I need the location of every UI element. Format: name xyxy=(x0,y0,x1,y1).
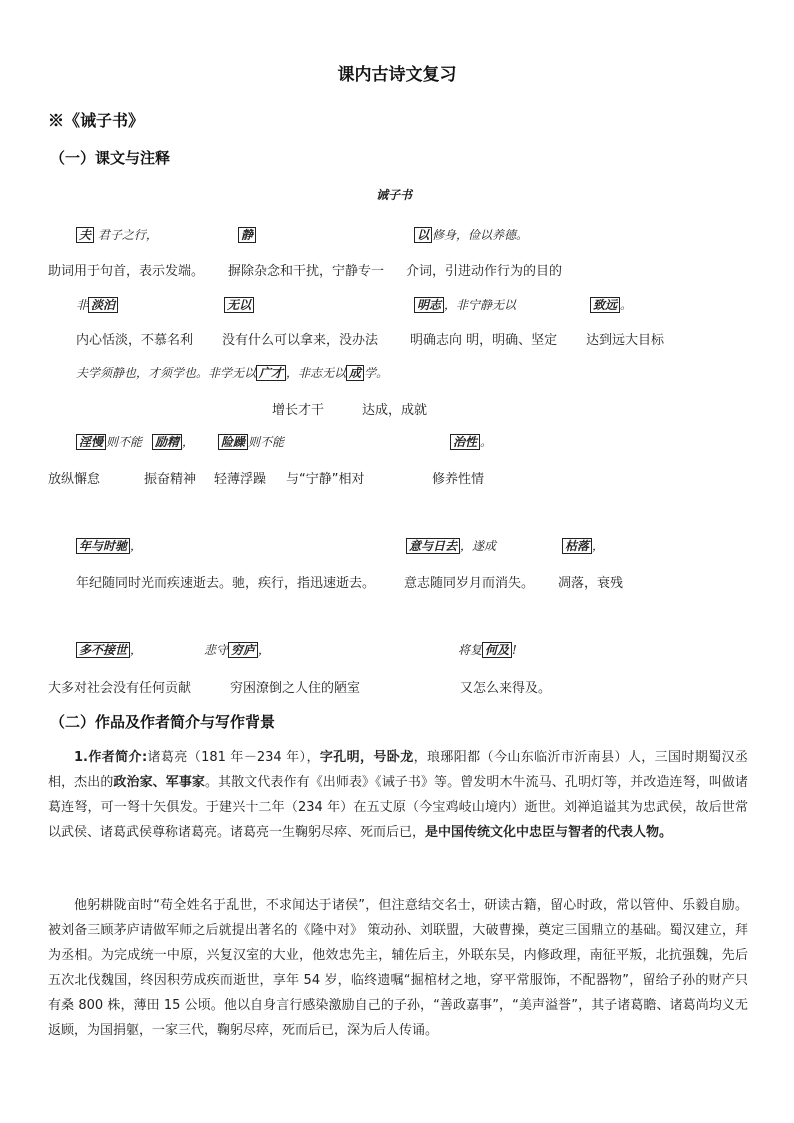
poem-line-4 xyxy=(76,433,142,450)
keyword: 广才 xyxy=(256,365,286,381)
poem-text: 夫学须静也，才须学也。非学无以 xyxy=(76,366,257,380)
subsection-2-title: （二）作品及作者简介与写作背景 xyxy=(50,713,276,731)
poem-line-2-d xyxy=(590,296,632,313)
bio-highlight: 政治家、军事家 xyxy=(113,775,206,790)
poem-text: 将复 xyxy=(458,643,483,657)
subsection-1-title: （一）课文与注释 xyxy=(50,149,171,167)
annotation: 年纪随同时光而疾速逝去。驰，疾行，指迅速逝去。 xyxy=(76,576,376,591)
annotation: 没有什么可以拿来，没办法 xyxy=(222,333,379,348)
keyword: 治性 xyxy=(450,434,480,450)
poem-line-5-b xyxy=(406,537,496,554)
poem-line-1 xyxy=(76,226,158,243)
poem-line-1-c xyxy=(414,226,528,243)
poem-text: ， xyxy=(258,643,271,657)
poem-line-6-c xyxy=(458,641,517,658)
background-paragraph: 他躬耕陇亩时“苟全姓名于乱世，不求闻达于诸侯”，但注意结交名士，研读古籍，留心时政，常以管仲、乐毅自励。被刘备三顾茅庐请做军师之后就提出著名的《隆中对》 策动孙、刘联盟，大破曹操，奠定三国鼎立的基础。蜀汉建立，拜为丞相。为完成统一中原，兴复汉室的大业，他效忠先主，辅佐后主，外联东吴，内修政理，南征平叛，北抗强魏，先后五次北伐魏国，终因积劳成疾而逝世，享年 54 岁，临终遗嘱“掘棺材之地，穿平常服饰，不配器物”，留给子孙的财产只有桑 800 株，薄田 15 公顷。他以自身言行感染激励自己的子孙，“善政嘉事”，“美声溢誉”，其子诸葛瞻、诸葛尚均义无返顾，为国捐躯，一家三代，鞠躬尽瘁，死而后已，深为后人传诵。 xyxy=(48,898,748,1038)
poem-text: 。 xyxy=(480,435,493,449)
poem-text: ， xyxy=(130,643,143,657)
keyword: 无以 xyxy=(224,297,254,313)
annotation: 穷困潦倒之人住的陋室 xyxy=(230,681,361,696)
keyword: 年与时驰 xyxy=(76,538,130,554)
poem-text: ，非宁静无以 xyxy=(444,298,517,312)
keyword: 淡泊 xyxy=(88,297,118,313)
poem-text: 君子之行， xyxy=(97,228,158,242)
poem-text: ，遂成 xyxy=(460,539,497,553)
poem-text: ， xyxy=(592,539,605,553)
keyword: 枯落 xyxy=(562,538,592,554)
bio-text: ，琅琊阳都（今山东临沂市沂南县）人，三国时期蜀汉丞相，杰出的 xyxy=(48,750,748,790)
annotation: 大多对社会没有任何贡献 xyxy=(48,681,192,696)
bio-text: 诸葛亮（181 年－234 年）， xyxy=(147,750,320,765)
keyword: 险躁 xyxy=(218,434,248,450)
keyword: 静 xyxy=(238,227,256,243)
keyword: 明志 xyxy=(414,297,444,313)
poem-line-5 xyxy=(76,537,142,554)
poem-text: ，非志无以 xyxy=(286,366,347,380)
bio-text: 。其散文代表作有《出师表》《诫子书》等。曾发明木牛流马、孔明灯等，并改造连弩，叫做诸葛连弩，可一弩十矢俱发。于建兴十二年（234 年）在五丈原（今宝鸡岐山境内）逝世。刘禅追谥其为忠武侯，故后世常以武侯、诸葛武侯尊称诸葛亮。诸葛亮一生鞠躬尽瘁、死而后已， xyxy=(48,775,748,840)
poem-text: 学。 xyxy=(364,366,389,380)
poem-text: 悲守 xyxy=(204,643,229,657)
annotation: 明确志向 明，明确、坚定 xyxy=(410,333,558,348)
keyword: 多不接世 xyxy=(76,642,130,658)
keyword: 致远 xyxy=(590,297,620,313)
keyword: 励精 xyxy=(152,434,182,450)
poem-line-6-b xyxy=(204,641,270,658)
annotation: 摒除杂念和干扰，宁静专一 xyxy=(228,264,385,279)
annotation: 意志随同岁月而消失。 xyxy=(404,576,535,591)
annotation: 轻薄浮躁 xyxy=(214,472,267,487)
page-title: 课内古诗文复习 xyxy=(337,65,457,85)
poem-text: ， xyxy=(182,435,195,449)
poem-line-2-c xyxy=(414,296,516,313)
author-bio-paragraph xyxy=(48,745,748,845)
poem-text: 则不能 xyxy=(248,435,285,449)
poem-line-3 xyxy=(76,364,388,381)
keyword: 以 xyxy=(414,227,432,243)
poem-text: 修身，俭以养德。 xyxy=(432,228,529,242)
poem-line-2 xyxy=(76,296,118,313)
poem-line-6 xyxy=(76,641,142,658)
annotation: 达到远大目标 xyxy=(586,333,665,348)
annotation: 增长才干 xyxy=(272,403,325,418)
poem-text: 非 xyxy=(76,298,89,312)
poem-line-4-b xyxy=(152,433,194,450)
keyword: 穷庐 xyxy=(228,642,258,658)
poem-line-2-b xyxy=(224,296,254,313)
poem-title: 诫子书 xyxy=(376,188,413,202)
poem-text: ! xyxy=(512,643,517,657)
annotation: 介词，引进动作行为的目的 xyxy=(406,264,563,279)
poem-line-4-c xyxy=(218,433,284,450)
section-title: ※《诫子书》 xyxy=(48,111,145,130)
annotation: 凋落，衰残 xyxy=(558,576,624,591)
keyword: 夫 xyxy=(76,227,94,243)
annotation: 修养性情 xyxy=(432,472,485,487)
annotation: 内心恬淡，不慕名利 xyxy=(76,333,194,348)
keyword: 淫慢 xyxy=(76,434,106,450)
poem-text: ， xyxy=(130,539,143,553)
annotation: 又怎么来得及。 xyxy=(460,681,552,696)
poem-text: 则不能 xyxy=(106,435,143,449)
bio-highlight: 是中国传统文化中忠臣与智者的代表人物。 xyxy=(425,825,673,840)
poem-line-1-b xyxy=(238,226,256,243)
bio-highlight: 字孔明，号卧龙 xyxy=(319,750,414,765)
keyword: 意与日去 xyxy=(406,538,460,554)
annotation: 助词用于句首，表示发端。 xyxy=(48,264,205,279)
annotation: 振奋精神 xyxy=(144,472,197,487)
annotation: 放纵懈怠 xyxy=(48,472,101,487)
annotation: 达成，成就 xyxy=(362,403,428,418)
poem-text: 。 xyxy=(620,298,633,312)
poem-line-4-d xyxy=(450,433,492,450)
keyword: 何及 xyxy=(482,642,512,658)
annotation: 与“宁静”相对 xyxy=(286,472,365,487)
poem-line-5-c xyxy=(562,537,604,554)
keyword: 成 xyxy=(346,365,364,381)
bio-lead: 1.作者简介: xyxy=(74,750,148,765)
